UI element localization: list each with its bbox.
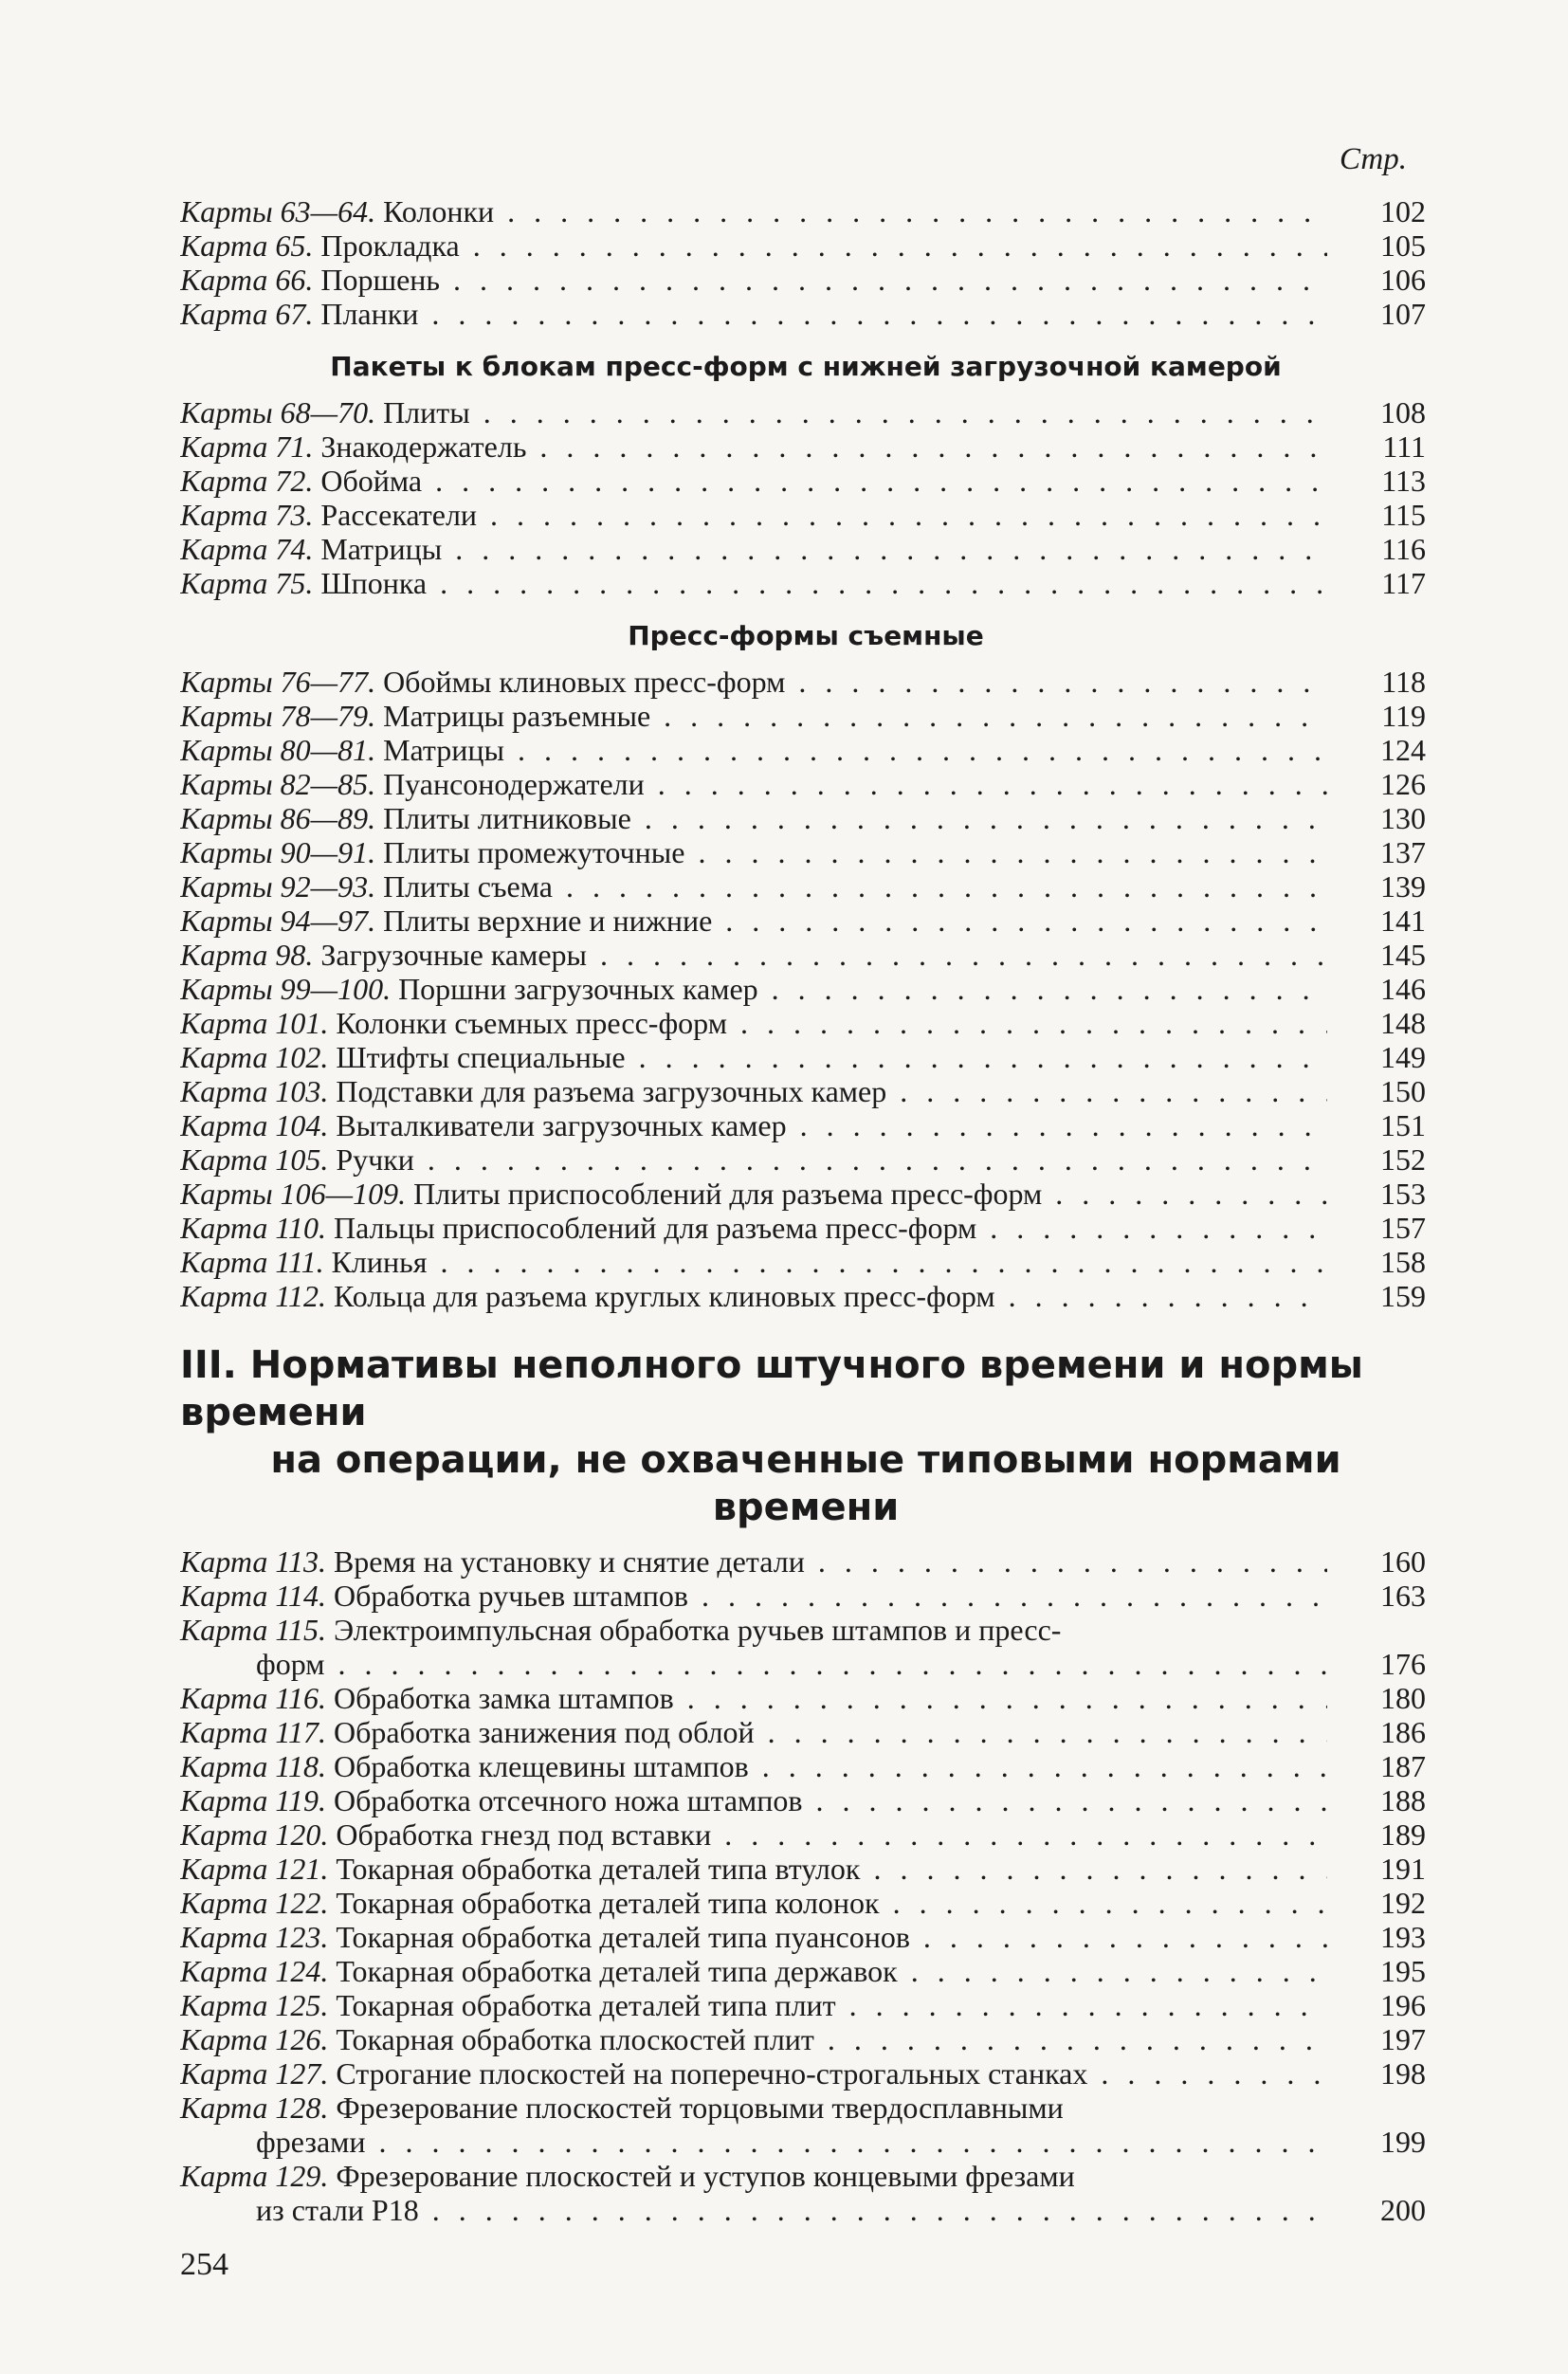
entry-title: Плиты промежуточные <box>383 835 685 869</box>
entry-title: Обработка отсечного ножа штампов <box>333 1783 803 1817</box>
entry-title: Выталкиватели загрузочных камер <box>336 1108 787 1142</box>
toc-entry <box>180 395 1431 429</box>
toc-group-e <box>180 1681 1431 2091</box>
entry-page: 193 <box>1380 1920 1426 1954</box>
card-number: Карта 114. <box>180 1579 326 1613</box>
entry-title: Обоймы клиновых пресс-форм <box>383 665 786 699</box>
card-number: Карты 63—64. <box>180 194 376 228</box>
entry-title: Обойма <box>320 464 423 498</box>
card-number: Карта 73. <box>180 498 314 532</box>
card-number: Карты 68—70. <box>180 395 376 429</box>
entry-title: Токарная обработка деталей типа державок <box>336 1954 898 1988</box>
entry-page: 192 <box>1380 1886 1426 1920</box>
toc-entry <box>180 1920 1431 1954</box>
entry-page: 149 <box>1380 1040 1426 1074</box>
card-number: Карта 65. <box>180 228 314 263</box>
card-number: Карта 115. <box>180 1613 326 1647</box>
entry-page: 130 <box>1380 801 1426 835</box>
toc-entry <box>180 228 1431 263</box>
entry-page: 152 <box>1380 1142 1426 1177</box>
card-number: Карта 113. <box>180 1544 326 1579</box>
toc-entry <box>180 1783 1431 1817</box>
entry-page: 153 <box>1380 1177 1426 1211</box>
toc-entry <box>180 2022 1431 2056</box>
card-number: Карта 111. <box>180 1245 324 1279</box>
entry-title: Загрузочные камеры <box>320 938 588 972</box>
card-number: Карта 110. <box>180 1211 326 1245</box>
toc-entry <box>180 733 1431 767</box>
toc-group-c <box>180 665 1431 1313</box>
entry-title: Колонки съемных пресс-форм <box>336 1006 727 1040</box>
entry-page: 116 <box>1381 532 1426 566</box>
entry-title: Шпонка <box>320 566 428 600</box>
toc-entry <box>180 297 1431 331</box>
entry-page: 105 <box>1380 228 1426 263</box>
entry-page: 113 <box>1381 464 1426 498</box>
entry-title: Штифты специальные <box>336 1040 626 1074</box>
toc-entry <box>180 972 1431 1006</box>
entry-title: Подставки для разъема загрузочных камер <box>336 1074 887 1108</box>
toc-entry <box>180 835 1431 869</box>
entry-page: 124 <box>1380 733 1426 767</box>
toc-entry <box>180 1613 1431 1681</box>
card-number: Карты 80—81. <box>180 733 376 767</box>
entry-title: Обработка ручьев штампов <box>333 1579 688 1613</box>
entry-title: Электроимпульсная обработка ручьев штампов и пресс- <box>333 1613 1062 1647</box>
entry-title: Плиты съема <box>383 869 553 904</box>
toc-entry <box>180 767 1431 801</box>
entry-title: Колонки <box>383 194 495 228</box>
card-number: Карта 119. <box>180 1783 326 1817</box>
toc-entry <box>180 699 1431 733</box>
toc-entry <box>180 1279 1431 1313</box>
entry-page: 141 <box>1380 904 1426 938</box>
entry-page: 200 <box>1380 2193 1426 2227</box>
card-number: Карта 72. <box>180 464 314 498</box>
card-number: Карта 120. <box>180 1817 329 1852</box>
toc-entry <box>180 801 1431 835</box>
toc-entry <box>180 532 1431 566</box>
card-number: Карта 122. <box>180 1886 329 1920</box>
entry-title: Клинья <box>331 1245 428 1279</box>
toc-entry <box>180 194 1431 228</box>
toc-entry <box>180 498 1431 532</box>
entry-page: 117 <box>1381 566 1426 600</box>
entry-page: 145 <box>1380 938 1426 972</box>
entry-title: Плиты приспособлений для разъема пресс-форм <box>413 1177 1043 1211</box>
card-number: Карты 86—89. <box>180 801 376 835</box>
entry-title: Фрезерование плоскостей и уступов концевыми фрезами <box>336 2159 1075 2193</box>
card-number: Карты 92—93. <box>180 869 376 904</box>
entry-page: 126 <box>1380 767 1426 801</box>
part-heading <box>180 1342 1431 1531</box>
entry-page: 160 <box>1380 1544 1426 1579</box>
entry-page: 137 <box>1380 835 1426 869</box>
entry-title-cont: фрезами <box>256 2125 366 2159</box>
entry-title: Обработка гнезд под вставки <box>336 1817 712 1852</box>
entry-page: 196 <box>1380 1988 1426 2022</box>
entry-title: Прокладка <box>320 228 460 263</box>
entry-page: 139 <box>1380 869 1426 904</box>
entry-title: Фрезерование плоскостей торцовыми твердосплавными <box>336 2091 1064 2125</box>
card-number: Карты 78—79. <box>180 699 376 733</box>
toc-entry <box>180 1544 1431 1579</box>
entry-title: Матрицы <box>383 733 505 767</box>
entry-page: 157 <box>1380 1211 1426 1245</box>
entry-title: Обработка замка штампов <box>333 1681 674 1715</box>
entry-title: Пуансонодержатели <box>383 767 645 801</box>
entry-page: 198 <box>1380 2056 1426 2091</box>
entry-title: Строгание плоскостей на поперечно-строгальных станках <box>336 2056 1088 2091</box>
entry-title: Планки <box>320 297 419 331</box>
entry-page: 150 <box>1380 1074 1426 1108</box>
card-number: Карта 105. <box>180 1142 329 1177</box>
entry-page: 199 <box>1380 2125 1426 2159</box>
entry-page: 102 <box>1380 194 1426 228</box>
toc-entry <box>180 1040 1431 1074</box>
toc-entry <box>180 1211 1431 1245</box>
entry-page: 119 <box>1381 699 1426 733</box>
entry-title: Обработка занижения под облой <box>333 1715 755 1749</box>
entry-title-cont: из стали Р18 <box>256 2193 419 2227</box>
toc-body <box>180 194 1431 2227</box>
entry-title: Обработка клещевины штампов <box>333 1749 749 1783</box>
card-number: Карты 106—109. <box>180 1177 407 1211</box>
card-number: Карты 99—100. <box>180 972 392 1006</box>
toc-entry <box>180 1886 1431 1920</box>
toc-group-b <box>180 395 1431 600</box>
entry-page: 146 <box>1380 972 1426 1006</box>
toc-entry <box>180 263 1431 297</box>
card-number: Карта 126. <box>180 2022 329 2056</box>
entry-title: Время на установку и снятие детали <box>333 1544 805 1579</box>
card-number: Карта 123. <box>180 1920 329 1954</box>
card-number: Карта 74. <box>180 532 314 566</box>
toc-entry <box>180 1852 1431 1886</box>
card-number: Карта 102. <box>180 1040 329 1074</box>
toc-entry <box>180 904 1431 938</box>
page-number: 254 <box>180 2247 228 2282</box>
card-number: Карта 128. <box>180 2091 329 2125</box>
entry-page: 180 <box>1380 1681 1426 1715</box>
entry-page: 159 <box>1380 1279 1426 1313</box>
entry-page: 188 <box>1380 1783 1426 1817</box>
entry-title: Знакодержатель <box>320 429 527 464</box>
card-number: Карта 98. <box>180 938 314 972</box>
entry-page: 108 <box>1380 395 1426 429</box>
toc-entry <box>180 1681 1431 1715</box>
entry-title: Плиты литниковые <box>383 801 631 835</box>
toc-entry <box>180 938 1431 972</box>
entry-title: Плиты верхние и нижние <box>383 904 713 938</box>
card-number: Карта 124. <box>180 1954 329 1988</box>
toc-entry <box>180 1749 1431 1783</box>
card-number: Карта 127. <box>180 2056 329 2091</box>
card-number: Карты 94—97. <box>180 904 376 938</box>
entry-title-cont: форм <box>256 1647 325 1681</box>
toc-entry <box>180 1108 1431 1142</box>
entry-page: 151 <box>1380 1108 1426 1142</box>
toc-entry <box>180 1988 1431 2022</box>
entry-title: Токарная обработка деталей типа плит <box>336 1988 836 2022</box>
section-heading-blocks: Пакеты к блокам пресс-форм с нижней загрузочной камерой <box>330 351 1282 382</box>
toc-entry <box>180 1142 1431 1177</box>
toc-entry <box>180 1006 1431 1040</box>
entry-page: 111 <box>1382 429 1426 464</box>
entry-title: Матрицы разъемные <box>383 699 651 733</box>
entry-page: 115 <box>1381 498 1426 532</box>
card-number: Карты 90—91. <box>180 835 376 869</box>
card-number: Карта 101. <box>180 1006 329 1040</box>
card-number: Карта 112. <box>180 1279 326 1313</box>
toc-entry <box>180 2056 1431 2091</box>
card-number: Карта 67. <box>180 297 314 331</box>
part-heading-line2: на операции, не охваченные типовыми нормами времени <box>270 1438 1341 1529</box>
toc-entry <box>180 1245 1431 1279</box>
toc-entry <box>180 1954 1431 1988</box>
entry-page: 107 <box>1380 297 1426 331</box>
card-number: Карта 116. <box>180 1681 326 1715</box>
entry-title: Рассекатели <box>320 498 478 532</box>
entry-title: Плиты <box>383 395 470 429</box>
toc-entry <box>180 2091 1431 2159</box>
toc-entry <box>180 1074 1431 1108</box>
entry-title: Ручки <box>336 1142 414 1177</box>
entry-title: Поршень <box>320 263 440 297</box>
card-number: Карта 66. <box>180 263 314 297</box>
entry-page: 197 <box>1380 2022 1426 2056</box>
toc-entry <box>180 1579 1431 1613</box>
page-column-header: Стр. <box>1339 142 1407 176</box>
card-number: Карта 71. <box>180 429 314 464</box>
toc-entry <box>180 429 1431 464</box>
entry-page: 163 <box>1380 1579 1426 1613</box>
entry-title: Матрицы <box>320 532 443 566</box>
entry-title: Токарная обработка деталей типа колонок <box>336 1886 880 1920</box>
card-number: Карты 76—77. <box>180 665 376 699</box>
toc-entry <box>180 566 1431 600</box>
toc-entry <box>180 464 1431 498</box>
entry-page: 195 <box>1380 1954 1426 1988</box>
toc-entry <box>180 1817 1431 1852</box>
card-number: Карта 75. <box>180 566 314 600</box>
entry-title: Токарная обработка плоскостей плит <box>336 2022 814 2056</box>
entry-page: 186 <box>1380 1715 1426 1749</box>
entry-title: Токарная обработка деталей типа пуансонов <box>336 1920 910 1954</box>
entry-page: 187 <box>1380 1749 1426 1783</box>
entry-title: Поршни загрузочных камер <box>398 972 758 1006</box>
entry-title: Пальцы приспособлений для разъема пресс-форм <box>333 1211 977 1245</box>
entry-page: 106 <box>1380 263 1426 297</box>
entry-page: 189 <box>1380 1817 1426 1852</box>
entry-page: 191 <box>1380 1852 1426 1886</box>
card-number: Карта 104. <box>180 1108 329 1142</box>
entry-title: Кольца для разъема круглых клиновых пресс-форм <box>333 1279 995 1313</box>
toc-entry <box>180 1177 1431 1211</box>
toc-entry <box>180 869 1431 904</box>
card-number: Карта 118. <box>180 1749 326 1783</box>
card-number: Карта 121. <box>180 1852 329 1886</box>
entry-page: 176 <box>1380 1647 1426 1681</box>
toc-entry <box>180 2159 1431 2227</box>
card-number: Карта 129. <box>180 2159 329 2193</box>
card-number: Карта 103. <box>180 1074 329 1108</box>
toc-group-d <box>180 1544 1431 1613</box>
part-heading-line1: III. Нормативы неполного штучного времени и нормы времени <box>180 1343 1363 1434</box>
entry-page: 118 <box>1381 665 1426 699</box>
entry-page: 148 <box>1380 1006 1426 1040</box>
card-number: Карты 82—85. <box>180 767 376 801</box>
entry-title: Токарная обработка деталей типа втулок <box>336 1852 861 1886</box>
toc-entry <box>180 665 1431 699</box>
card-number: Карта 117. <box>180 1715 326 1749</box>
entry-page: 158 <box>1380 1245 1426 1279</box>
toc-group-a <box>180 194 1431 331</box>
section-heading-removable: Пресс-формы съемные <box>628 620 984 651</box>
toc-entry <box>180 1715 1431 1749</box>
card-number: Карта 125. <box>180 1988 329 2022</box>
